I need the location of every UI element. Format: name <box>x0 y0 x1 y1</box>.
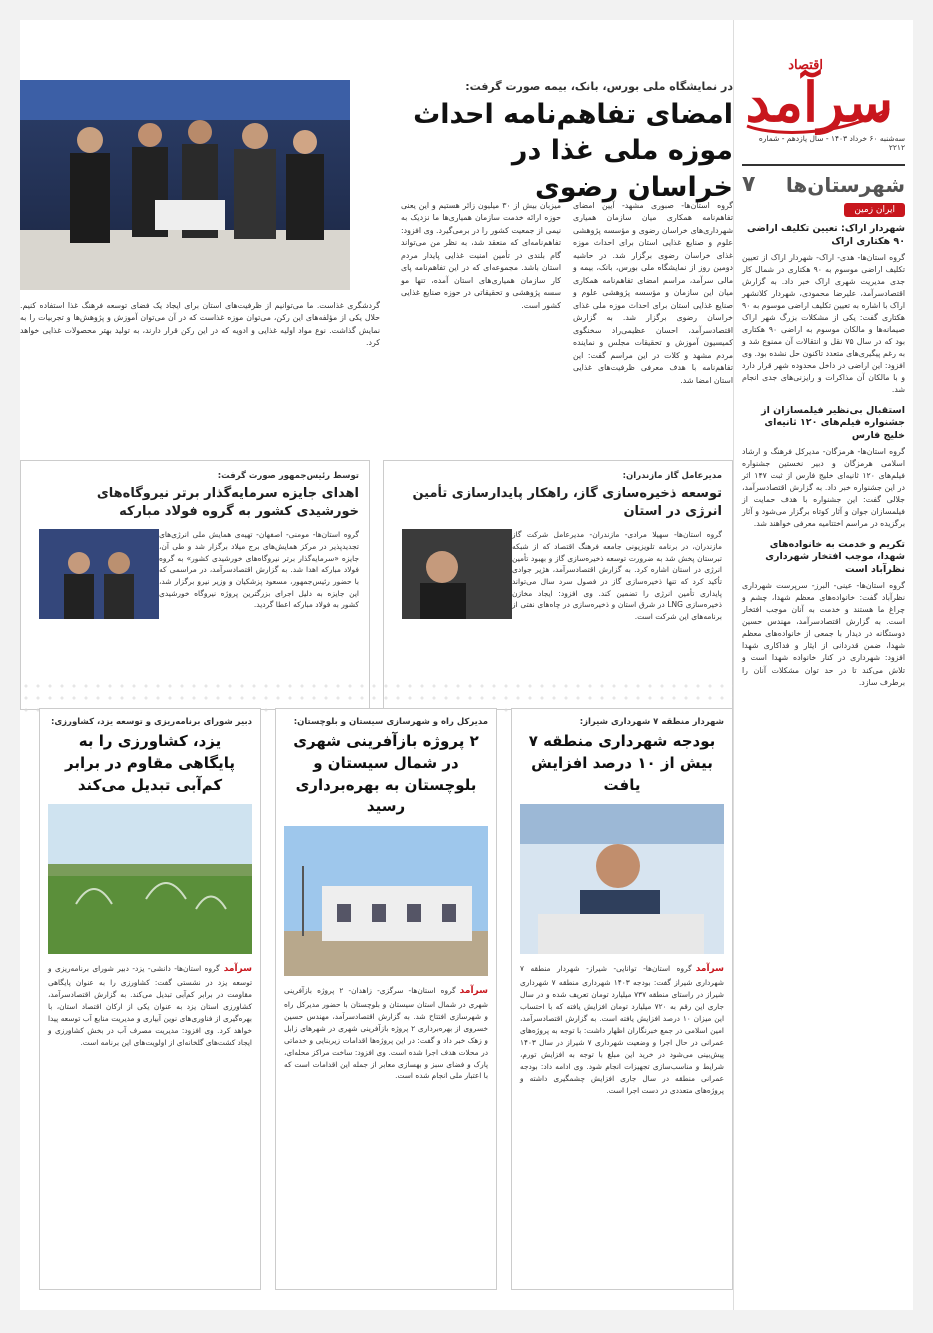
newspaper-page <box>20 20 913 1310</box>
story-photo <box>284 826 488 976</box>
award-image <box>39 529 159 619</box>
lead-body <box>20 200 733 450</box>
building-image <box>284 826 488 976</box>
lead-story <box>20 80 733 452</box>
story-title: شهردار اراک: تعیین تکلیف اراضی ۹۰ هکتاری اراک <box>746 223 905 247</box>
bottom-story <box>275 708 497 1290</box>
story-body: گروه استان‌ها- مومنی- اصفهان- تهیه‌ی همایش ملی انرژی‌های تجدیدپذیر در مرکز همایش‌های برج میلاد برگزار شد و طی آن، جایزه «سرمایه‌گذار برتر نیروگاه‌های خورشیدی کشور» به گروه فولاد مبارکه اهدا شد. به گزارش اقتصادسرآمد، در مراسمی که با حضور رئیس‌جمهور، مسعود پزشکیان و وزیر نیرو برگزار شد، این جایزه به دلیل اجرای بزرگترین پروژه نیروگاه خورشیدی کشور به فولاد مبارکه اعطا گردید. <box>159 530 359 610</box>
bottom-story <box>39 708 261 1290</box>
logo-subtitle: اقتصاد <box>788 58 823 73</box>
story-headline: توسعه ذخیره‌سازی گاز، راهکار پایدارسازی تأمین انرژی در استان <box>412 486 722 520</box>
main-content <box>20 20 733 1310</box>
sidebar-story <box>742 539 905 689</box>
page-number: ۷ <box>742 172 756 197</box>
story-body: گروه استان‌ها- هدی- اراک- شهردار اراک از تعیین تکلیف اراضی موسوم به ۹۰ هکتاری در شمال کار جدی مدیریت شهری اراک خبر داد. به گزارش اقتصادسرآمد، علیرضا محمودی، شهردار کلانشهر اراک با اشاره به تعیین تکلیف اراضی موسوم به ۹۰ هکتاری گفت: یکی از مشکلات بزرگ شهر اراک صیمانه‌ها و مالکان موسوم به اراضی ۹۰ هکتاری بود که در سال ۷۵ نقل و انتقالات آن ممنوع شد و به رغم پیگیری‌های متعدد تاکنون حل نشده بود. وی افزود: این اراضی در داخل محدوده شهر قرار دارد و با مالکان آن مذاکرات و رایزنی‌های جدی انجام شد. <box>742 252 905 395</box>
signature-logo: سرآمد <box>459 986 488 996</box>
story-body: سرآمدگروه استان‌ها- سرگزی- زاهدان- ۲ پروژه بازآفرینی شهری در شمال استان سیستان و بلوچستان با حضور مدیرکل راه و شهرسازی افتتاح شد. به گزارش اقتصادسرآمد، مهندس حسین خسروی از بهره‌برداری ۲ پروژه بازآفرینی شهری در شهرهای زابل و زهک خبر داد و گفت: در این پروژه‌ها اقدامات زیربنایی و خدماتی در محلات هدف اجرا شده است. وی افزود: ساخت مراکز محله‌ای، پارک و فضای سبز و بهسازی معابر از جمله این اقدامات است که با اعتبار ملی انجام شده است. <box>284 986 488 1081</box>
story-kicker: توسط رئیس‌جمهور صورت گرفت: <box>217 471 359 481</box>
mid-story <box>383 460 733 710</box>
story-headline: بودجه شهرداری منطقه ۷ بیش از ۱۰ درصد افزایش یافت <box>528 732 716 794</box>
story-headline: ۲ پروژه بازآفرینی شهری در شمال سیستان و بلوچستان به بهره‌برداری رسید <box>293 732 479 816</box>
speaker-photo <box>402 529 512 619</box>
story-kicker: دبیر شورای برنامه‌ریزی و توسعه یزد، کشاورزی: <box>50 717 252 727</box>
story-photo <box>48 804 252 954</box>
speaker-image <box>402 529 512 619</box>
story-title: استقبال بی‌نظیر فیلمسازان از جشنواره فیلم‌های ۱۲۰ ثانیه‌ای خلیج فارس <box>761 404 905 442</box>
story-body: گروه استان‌ها- عینی- البرز- سرپرست شهرداری نظرآباد گفت: خانواده‌های معظم شهدا، چشم و چراغ ما هستند و خدمت به آنان موجب افتخار است. به گزارش اقتصادسرآمد، مهندس حسین دوستگانه در دیدار با جمعی از خانواده‌های معظم شهدا، ضمن قدردانی از ایثار و فداکاری شهدا افزود: شهرداری در کنار خانواده شهدا است و تلاش می‌کند تا در حد توان مشکلات آنان را برطرف سازد. <box>742 580 905 687</box>
signature-logo: سرآمد <box>223 964 252 975</box>
sidebar-story <box>742 405 905 531</box>
official-portrait-image <box>520 804 724 954</box>
section-tag: ایران زمین <box>844 203 905 217</box>
sidebar <box>733 20 913 1310</box>
bottom-story <box>511 708 733 1290</box>
sidebar-story <box>742 223 905 397</box>
story-kicker: شهردار منطقه ۷ شهرداری شیراز: <box>579 717 724 727</box>
story-body: گروه استان‌ها- هرمزگان- مدیرکل فرهنگ و ارشاد اسلامی هرمزگان و دبیر نخستین جشنواره فیلم‌های ۱۲۰ ثانیه‌ای خلیج فارس از ثبت ۱۴۷ اثر در این جشنواره خبر داد. به گزارش اقتصادسرآمد، جلالی گفت: این جشنواره با هدف حمایت از فیلمسازان جوان و آثار کوتاه برگزار می‌شود و آثار برگزیده در مراسم اختتامیه معرفی خواهند شد. <box>742 447 905 529</box>
story-body: گروه استان‌ها- سهیلا مرادی- مازندران- مدیرعامل شرکت گاز مازندران، در برنامه تلویزیونی جامعه فرهنگ اقتصاد که از شبکه تبرستان پخش شد به ضرورت توسعه ذخیره‌سازی گاز و بهبود تأمین انرژی در استان اشاره کرد. به گزارش اقتصادسرآمد، هژیر جوادی تأکید کرد که تنها ذخیره‌سازی گاز در فصول سرد سال می‌تواند پایداری تأمین انرژی را تضمین کند. وی افزود: ایجاد مخازن ذخیره‌سازی LNG در شرق استان و ذخیره‌سازی در چاه‌های نفتی از برنامه‌های این شرکت است. <box>512 530 722 621</box>
lead-header <box>403 80 733 206</box>
lead-kicker: در نمایشگاه ملی بورس، بانک، بیمه صورت گرفت: <box>465 80 733 93</box>
story-body: سرآمدگروه استان‌ها- توانایی- شیراز- شهردار منطقه ۷ شهرداری شیراز گفت: بودجه ۱۴۰۳ شهرداری منطقه ۷ شهرداری شیراز در راستای منطقه ۷۳۷ میلیارد تومان تعریف شده و در سال جاری این رقم به ۷۲۰ میلیارد تومان افزایش یافته که با احتساب این میزان ۱۰ درصد افزایش یافته است. به گزارش اقتصادسرآمد، امین اسلامی در جمع خبرنگاران اظهار داشت: با توجه به پروژه‌های عمرانی در حال اجرا و وضعیت شهرداری ۷ شیراز در سال ۱۴۰۳ پیش‌بینی می‌شود در خرید این مبلغ با توجه به افزایش تورم، شرایط و مناسب‌سازی تجهیزات انجام شود. وی ادامه داد: بودجه عمرانی منطقه در سال جاری افزایش چشمگیری داشته و پروژه‌های متعددی در دست اجرا است. <box>520 964 725 1095</box>
lead-column: گردشگری غذاست. ما می‌توانیم از ظرفیت‌های استان برای ایجاد یک فضای توسعه فرهنگ غذا استفاده کنیم. حلال یکی از مؤلفه‌های این رکن، می‌توان موزه غذاست که در آن می‌توان آموزش و پژوهش‌ها و تجربیات را به نمایش گذاشت. نوع مواد اولیه غذایی و ادویه که در این رکن قرار دارند، به تولید بهتر محصولات غذایی خواهد کرد. <box>20 301 380 348</box>
mid-story <box>20 460 370 710</box>
lead-column: میزبان بیش از ۳۰ میلیون زائر هستیم و این یعنی حوزه ارائه خدمت سازمان همیاری‌ها ما نزدیک به نیمی از جمعیت کشور را در برمی‌گیرد. وی افزود: تفاهم‌نامه‌ای که منعقد شد، به نظر من می‌تواند گام بلندی در تأمین امنیت غذایی پایدار مردم استان باشد. مجموعه‌ای که در این تفاهم‌نامه پای کار سازمان همیاری‌های استان آمده، تنها مو سسه پژوهشی و تحقیقاتی در حوزه صنایع غذایی کشور است. <box>401 201 561 310</box>
lead-column: گروه استان‌ها- صبوری مشهد- آیین امضای تفاهم‌نامه همکاری میان سازمان همیاری شهرداری‌های خراسان رضوی و مؤسسه پژوهشی علوم و صنایع غذایی استان برای احداث موزه غذای خراسان رضوی برگزار شد. در حاشیه دومین روز از نمایشگاه ملی بورس، بانک، بیمه و مالی سرآمد، مراسم امضای تفاهم‌نامه همکاری میان این سازمان و مؤسسه پژوهشی علوم و صنایع غذایی استان برای احداث موزه ملی غذای خراسان رضوی برگزار شد. به گزارش اقتصادسرآمد، احسان عظیمی‌راد سخنگوی کمیسیون آموزش و تحقیقات مجلس و نماینده مردم مشهد و کلات در این مراسم گفت: این تفاهم‌نامه با هدف معرفی ظرفیت‌های غذایی استان امضا شد. <box>573 201 733 385</box>
story-headline: اهدای جایزه سرمایه‌گذار برتر نیروگاه‌های خورشیدی کشور به گروه فولاد مبارکه <box>96 486 359 520</box>
irrigation-field-image <box>48 804 252 954</box>
lead-headline: امضای تفاهم‌نامه احداث موزه ملی غذا در خراسان رضوی <box>413 99 733 203</box>
story-body: سرآمدگروه استان‌ها- دانشی- یزد- دبیر شورای برنامه‌ریزی و توسعه یزد در نشستی گفت: کشاورزی را به عنوان پایگاهی مقاومت در برابر کم‌آبی تبدیل می‌کند. به گزارش اقتصادسرآمد، کشاورزی استان یزد به عنوان یکی از ارکان اقتصاد استان، با بهره‌گیری از فناوری‌های نوین آبیاری و مدیریت منابع آب توسعه پیدا خواهد کرد. وی افزود: مدیریت مصرف آب در بخش کشاورزی و ایجاد کشت‌های گلخانه‌ای از اولویت‌های این برنامه است. <box>48 964 252 1047</box>
story-headline: یزد، کشاورزی را به پایگاهی مقاوم در برابر کم‌آبی تبدیل می‌کند <box>65 732 235 794</box>
section-title: شهرستان‌ها <box>785 172 905 197</box>
story-kicker: مدیرعامل گاز مازندران: <box>622 471 722 481</box>
story-title: تکریم و خدمت به خانواده‌های شهدا، موجب افتخار شهرداری نظرآباد است <box>765 538 905 576</box>
award-photo <box>39 529 159 619</box>
story-kicker: مدیرکل راه و شهرسازی سیستان و بلوچستان: <box>293 717 488 727</box>
signature-logo: سرآمد <box>695 964 724 975</box>
masthead <box>742 30 905 160</box>
issue-line: سه‌شنبه ۶۰ خرداد ۱۴۰۳ - سال یازدهم - شماره ۲۲۱۲ <box>758 134 905 152</box>
story-photo <box>520 804 724 954</box>
section-header <box>742 164 905 197</box>
logo: سرآمد <box>745 70 893 134</box>
